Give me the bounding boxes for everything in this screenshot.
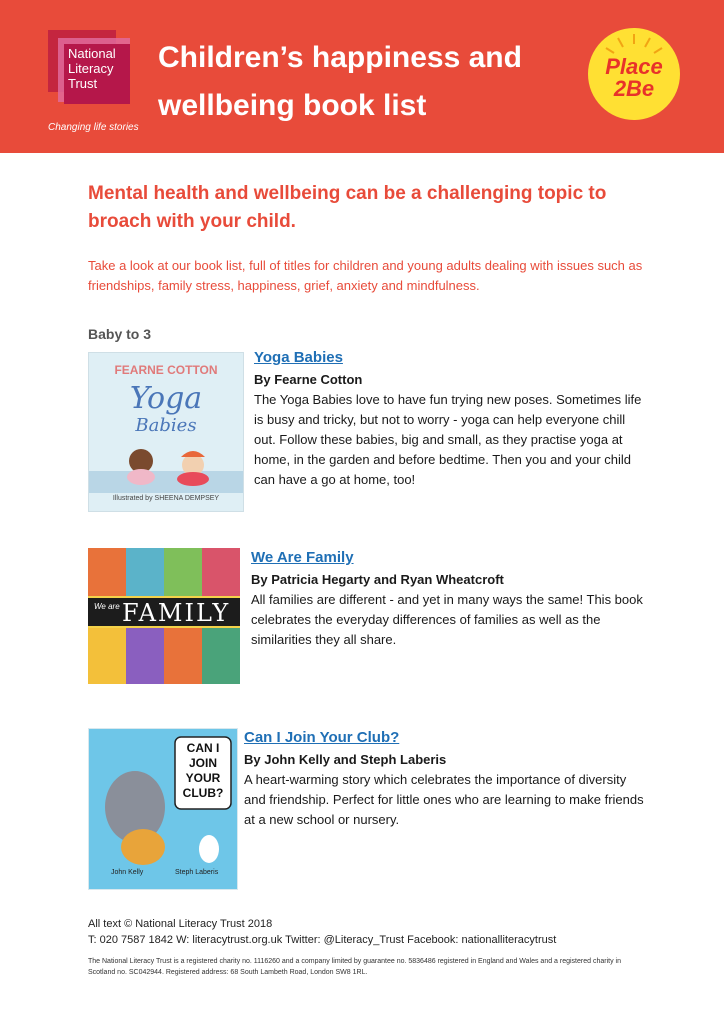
logo-line-2: Literacy (68, 61, 114, 76)
book-entry-yoga-babies (254, 348, 644, 490)
page-title (158, 34, 578, 130)
book-title-link[interactable]: Can I Join Your Club? (244, 729, 400, 746)
book-cover-yoga-babies[interactable] (88, 352, 244, 512)
logo-line-1: National (68, 46, 116, 61)
cover-illustration (89, 353, 243, 511)
place2be-wordmark (588, 56, 680, 100)
book-title-link[interactable]: Yoga Babies (254, 349, 343, 366)
section-title: Baby to 3 (88, 326, 152, 342)
intro-body: Take a look at our book list, full of titles for children and young adults dealing with issues such as friendships, family stress, happiness, grief, anxiety and mindfulness. (88, 258, 643, 293)
cover-small-text: We are (94, 602, 120, 611)
cover-author-2: Steph Laberis (175, 869, 219, 876)
book-author: By Fearne Cotton (254, 372, 363, 387)
cover-title: CAN I JOIN YOUR CLUB? (182, 741, 224, 800)
title-line-1: Children’s happiness and (158, 41, 522, 74)
footer-contact (88, 916, 556, 948)
logo-line-3: Trust (68, 76, 98, 91)
book-cover-can-i-join-your-club[interactable] (88, 728, 238, 890)
logo-text (68, 46, 116, 91)
footer-legal: The National Literacy Trust is a registered charity no. 1116260 and a company limited by guarantee no. 5836486 registered in England and Wales and a registered charity in Scotland no. SC042944. Registered address: 68 South Lambeth Road, London SW8 1RL. (88, 958, 621, 976)
cover-big-text: FAMILY (122, 599, 231, 627)
book-entry-can-i-join-your-club (244, 728, 644, 830)
cover-title-2: Babies (135, 415, 197, 436)
place2be-line-2: 2Be (613, 76, 655, 101)
book-entry-we-are-family (251, 548, 646, 650)
title-line-2: wellbeing book list (158, 89, 427, 122)
cover-author-label: FEARNE COTTON (114, 363, 218, 377)
book-author: By Patricia Hegarty and Ryan Wheatcroft (251, 572, 504, 587)
book-description: The Yoga Babies love to have fun trying new poses. Sometimes life is busy and tricky, but not to worry - yoga can help everyone chill out. Follow these babies, big and small, as they practise yoga at home, in the garden and before bedtime. Then you and your child can have a go at home, too! (254, 392, 642, 487)
intro-heading: Mental health and wellbeing can be a challenging topic to broach with your child. (88, 183, 607, 232)
cover-illustrator: Illustrated by SHEENA DEMPSEY (112, 495, 220, 502)
book-description: A heart-warming story which celebrates the importance of diversity and friendship. Perfect for little ones who are learning to make friends at a new school or nursery. (244, 772, 644, 827)
cover-title-1: Yoga (129, 381, 203, 416)
book-cover-we-are-family[interactable] (88, 548, 240, 684)
header-banner (0, 0, 724, 153)
place2be-logo[interactable] (588, 28, 680, 120)
footer-copyright: All text © National Literacy Trust 2018 (88, 918, 273, 930)
book-author: By John Kelly and Steph Laberis (244, 752, 447, 767)
book-title-link[interactable]: We Are Family (251, 549, 354, 566)
cover-author-1: John Kelly (111, 869, 144, 876)
logo-tagline: Changing life stories (48, 122, 139, 133)
book-description: All families are different - and yet in many ways the same! This book celebrates the everyday differences of families as well as the similarities they all share. (251, 592, 643, 647)
place2be-line-1: Place (605, 54, 663, 79)
footer-links[interactable]: T: 020 7587 1842 W: literacytrust.org.uk Twitter: @Literacy_Trust Facebook: nationalliteracytrust (88, 934, 557, 946)
national-literacy-trust-logo[interactable] (48, 30, 139, 133)
